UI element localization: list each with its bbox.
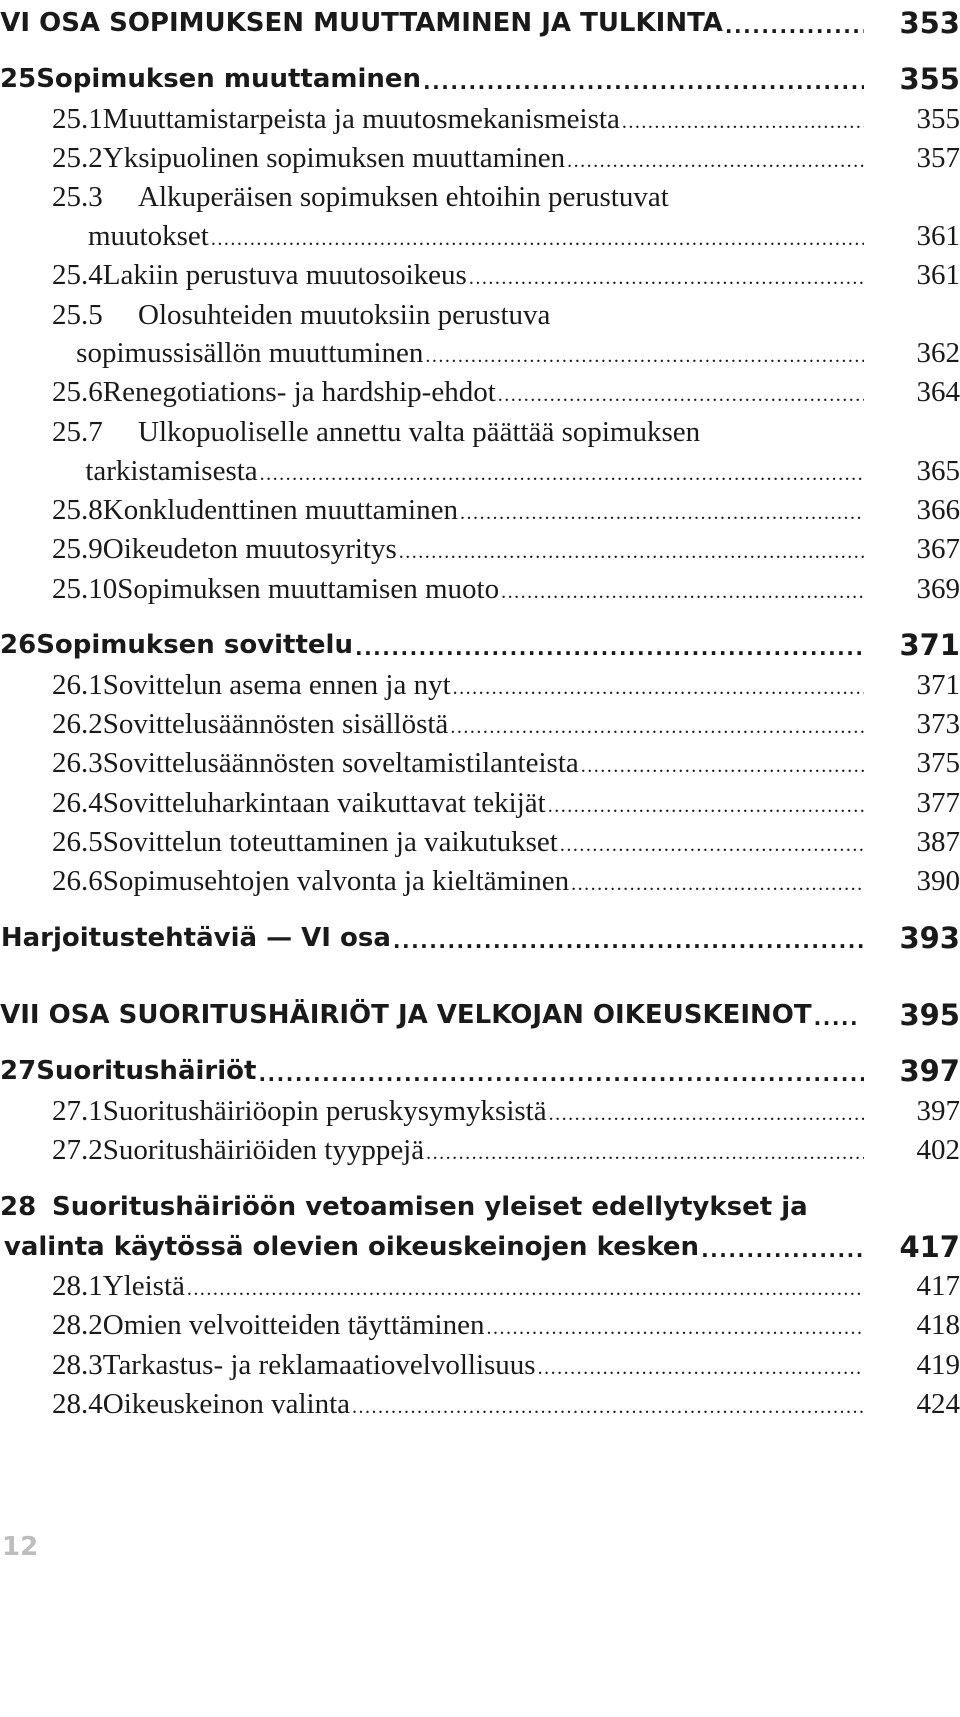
toc-page-number: 357 bbox=[916, 142, 960, 174]
toc-page-number: 417 bbox=[916, 1270, 960, 1302]
toc-section-entry[interactable] bbox=[0, 740, 960, 780]
toc-leader-dots bbox=[453, 674, 864, 702]
toc-leader-dots bbox=[393, 927, 864, 955]
toc-leader-dots bbox=[560, 831, 864, 859]
toc-part-entry[interactable] bbox=[0, 0, 960, 40]
toc-section-entry[interactable] bbox=[0, 1127, 960, 1167]
toc-entry-number: 25.10 bbox=[52, 573, 118, 605]
toc-section-entry[interactable] bbox=[0, 487, 960, 527]
toc-section-entry[interactable] bbox=[0, 135, 960, 175]
toc-leader-dots bbox=[538, 1354, 864, 1382]
toc-entry-title: Konkludenttinen muuttaminen bbox=[102, 494, 458, 526]
toc-section-entry[interactable] bbox=[0, 409, 960, 449]
toc-entry-title: Harjoitustehtäviä — VI osa bbox=[0, 923, 391, 953]
toc-page-number: 355 bbox=[899, 62, 960, 96]
toc-leader-dots bbox=[211, 225, 864, 253]
toc-leader-dots bbox=[426, 1139, 864, 1167]
toc-part-entry[interactable] bbox=[0, 915, 960, 955]
toc-section-entry[interactable] bbox=[0, 780, 960, 820]
toc-chapter-entry[interactable] bbox=[0, 1048, 960, 1088]
toc-entry-number: 25.3 bbox=[52, 181, 103, 213]
toc-entry-number: 25.1 bbox=[52, 103, 103, 135]
toc-leader-dots bbox=[549, 1100, 864, 1128]
toc-entry-title: Muuttamistarpeista ja muutosmekanismeista bbox=[102, 103, 620, 135]
toc-entry-title: valinta käytössä olevien oikeuskeinojen kesken bbox=[3, 1232, 700, 1262]
toc-page-number: 373 bbox=[916, 708, 960, 740]
toc-page-number: 390 bbox=[916, 865, 960, 897]
toc-entry-title: VII OSA SUORITUSHÄIRIÖT JA VELKOJAN OIKEUSKEINOT bbox=[0, 1000, 812, 1030]
toc-entry-title: Sovitteluharkintaan vaikuttavat tekijät bbox=[102, 787, 546, 819]
toc-page-number: 361 bbox=[916, 259, 960, 291]
toc-entry-title: Sopimuksen muuttamisen muoto bbox=[117, 573, 500, 605]
toc-entry-number: 25.4 bbox=[52, 259, 103, 291]
toc-section-entry[interactable] bbox=[0, 96, 960, 136]
toc-leader-dots bbox=[258, 1060, 864, 1088]
toc-page-number: 402 bbox=[916, 1134, 960, 1166]
toc-leader-dots bbox=[725, 12, 864, 40]
toc-page-number: 418 bbox=[916, 1309, 960, 1341]
toc-page-number: 393 bbox=[899, 921, 960, 955]
toc-page-number: 397 bbox=[899, 1054, 960, 1088]
toc-entry-title: Omien velvoitteiden täyttäminen bbox=[102, 1309, 485, 1341]
toc-entry-number: 28 bbox=[0, 1192, 37, 1222]
toc-leader-dots bbox=[187, 1275, 864, 1303]
toc-section-entry[interactable] bbox=[0, 1263, 960, 1303]
toc-entry-title: VI OSA SOPIMUKSEN MUUTTAMINEN JA TULKINTA bbox=[0, 8, 723, 38]
toc-page-number: 395 bbox=[899, 998, 960, 1032]
toc-section-entry[interactable] bbox=[0, 526, 960, 566]
toc-leader-dots bbox=[423, 68, 864, 96]
toc-section-entry[interactable] bbox=[0, 369, 960, 409]
toc-entry-title: Oikeudeton muutosyritys bbox=[102, 533, 397, 565]
toc-page-number: 377 bbox=[916, 787, 960, 819]
toc-chapter-entry[interactable] bbox=[0, 1224, 960, 1264]
toc-entry-title: Sopimuksen sovittelu bbox=[36, 630, 353, 660]
toc-leader-dots bbox=[567, 147, 864, 175]
toc-page-number: 417 bbox=[899, 1230, 960, 1264]
toc-section-entry[interactable] bbox=[0, 819, 960, 859]
toc-entry-title: Sovittelusäännösten soveltamistilanteista bbox=[102, 747, 579, 779]
toc-leader-dots bbox=[260, 460, 864, 488]
toc-section-entry[interactable] bbox=[0, 330, 960, 370]
toc-section-entry[interactable] bbox=[0, 858, 960, 898]
toc-page-number: 364 bbox=[916, 376, 960, 408]
toc-entry-title: Sovittelun asema ennen ja nyt bbox=[102, 669, 451, 701]
toc-entry-title: Sovittelun toteuttaminen ja vaikutukset bbox=[102, 826, 558, 858]
toc-entry-number: 26.5 bbox=[52, 826, 103, 858]
toc-page-number: 361 bbox=[916, 220, 960, 252]
toc-entry-number: 26 bbox=[0, 630, 37, 660]
toc-entry-number: 26.1 bbox=[52, 669, 103, 701]
toc-section-entry[interactable] bbox=[0, 1342, 960, 1382]
toc-page-number: 419 bbox=[916, 1349, 960, 1381]
toc-chapter-entry[interactable] bbox=[0, 56, 960, 96]
toc-entry-title: Sopimusehtojen valvonta ja kieltäminen bbox=[102, 865, 570, 897]
toc-page-number: 371 bbox=[916, 669, 960, 701]
toc-leader-dots bbox=[450, 713, 864, 741]
toc-entry-number: 28.3 bbox=[52, 1349, 103, 1381]
toc-page-number: 375 bbox=[916, 747, 960, 779]
toc-entry-number: 27.1 bbox=[52, 1095, 103, 1127]
toc-leader-dots bbox=[622, 108, 864, 136]
toc-leader-dots bbox=[460, 499, 864, 527]
toc-leader-dots bbox=[581, 752, 864, 780]
toc-entry-title: Suoritushäiriöön vetoamisen yleiset edellytykset ja bbox=[52, 1192, 808, 1222]
toc-entry-title: sopimussisällön muuttuminen bbox=[76, 337, 424, 369]
toc-page-number: 424 bbox=[916, 1388, 960, 1420]
toc-section-entry[interactable] bbox=[0, 448, 960, 488]
toc-entry-number: 25.9 bbox=[52, 533, 103, 565]
toc-section-entry[interactable] bbox=[0, 174, 960, 214]
toc-section-entry[interactable] bbox=[0, 213, 960, 253]
toc-leader-dots bbox=[399, 538, 864, 566]
toc-entry-number: 26.2 bbox=[52, 708, 103, 740]
toc-entry-number: 25.8 bbox=[52, 494, 103, 526]
toc-entry-number: 27.2 bbox=[52, 1134, 103, 1166]
toc-section-entry[interactable] bbox=[0, 252, 960, 292]
toc-page-number: 397 bbox=[916, 1095, 960, 1127]
toc-entry-number: 25.2 bbox=[52, 142, 103, 174]
toc-chapter-entry[interactable] bbox=[0, 1184, 960, 1224]
toc-entry-title: Sovittelusäännösten sisällöstä bbox=[102, 708, 449, 740]
toc-page-number: 387 bbox=[916, 826, 960, 858]
toc-entry-number: 26.6 bbox=[52, 865, 103, 897]
toc-page-number: 371 bbox=[899, 628, 960, 662]
toc-page-number: 366 bbox=[916, 494, 960, 526]
toc-entry-number: 28.1 bbox=[52, 1270, 103, 1302]
toc-section-entry[interactable] bbox=[0, 662, 960, 702]
toc-page-number: 362 bbox=[916, 337, 960, 369]
toc-entry-title: Renegotiations- ja hardship-ehdot bbox=[102, 376, 496, 408]
page-number: 12 bbox=[2, 1532, 39, 1562]
toc-entry-title: Ulkopuoliselle annettu valta päättää sopimuksen bbox=[138, 416, 701, 448]
toc-leader-dots bbox=[425, 342, 864, 370]
toc-leader-dots bbox=[355, 634, 864, 662]
toc-section-entry[interactable] bbox=[0, 1381, 960, 1421]
toc-entry-title: Yleistä bbox=[102, 1270, 185, 1302]
toc-entry-title: Tarkastus- ja reklamaatiovelvollisuus bbox=[102, 1349, 536, 1381]
toc-entry-title: Lakiin perustuva muutosoikeus bbox=[102, 259, 467, 291]
toc-entry-number: 26.3 bbox=[52, 747, 103, 779]
toc-page-number: 365 bbox=[916, 455, 960, 487]
toc-entry-number: 25.6 bbox=[52, 376, 103, 408]
toc-entry-title: Sopimuksen muuttaminen bbox=[36, 64, 422, 94]
toc-entry-title: Suoritushäiriöt bbox=[36, 1056, 257, 1086]
toc-leader-dots bbox=[814, 1004, 859, 1032]
toc-entry-number: 27 bbox=[0, 1056, 37, 1086]
toc-entry-title: Yksipuolinen sopimuksen muuttaminen bbox=[102, 142, 566, 174]
toc-part-entry[interactable] bbox=[0, 992, 960, 1032]
toc-leader-dots bbox=[571, 870, 864, 898]
toc-entry-title: Oikeuskeinon valinta bbox=[102, 1388, 351, 1420]
toc-leader-dots bbox=[701, 1236, 864, 1264]
toc-entry-number: 28.2 bbox=[52, 1309, 103, 1341]
toc-leader-dots bbox=[501, 578, 864, 606]
toc-leader-dots bbox=[486, 1314, 864, 1342]
toc-entry-title: tarkistamisesta bbox=[85, 455, 258, 487]
toc-section-entry[interactable] bbox=[0, 292, 960, 332]
toc-entry-title: Olosuhteiden muutoksiin perustuva bbox=[138, 299, 551, 331]
toc-section-entry[interactable] bbox=[0, 1302, 960, 1342]
toc-section-entry[interactable] bbox=[0, 1088, 960, 1128]
toc-page-number: 353 bbox=[899, 6, 960, 40]
toc-page-number: 367 bbox=[916, 533, 960, 565]
toc-entry-number: 28.4 bbox=[52, 1388, 103, 1420]
toc-leader-dots bbox=[548, 792, 864, 820]
toc-entry-number: 25.5 bbox=[52, 299, 103, 331]
toc-section-entry[interactable] bbox=[0, 701, 960, 741]
toc-leader-dots bbox=[352, 1393, 864, 1421]
toc-entry-title: muutokset bbox=[88, 220, 209, 252]
toc-entry-number: 25 bbox=[0, 64, 37, 94]
toc-chapter-entry[interactable] bbox=[0, 622, 960, 662]
toc-entry-title: Suoritushäiriöopin peruskysymyksistä bbox=[102, 1095, 547, 1127]
toc-leader-dots bbox=[469, 264, 864, 292]
toc-entry-number: 25.7 bbox=[52, 416, 103, 448]
toc-entry-title: Suoritushäiriöiden tyyppejä bbox=[102, 1134, 425, 1166]
toc-page-number: 355 bbox=[916, 103, 960, 135]
toc-page-number: 369 bbox=[916, 573, 960, 605]
toc-section-entry[interactable] bbox=[0, 566, 960, 606]
toc-leader-dots bbox=[498, 381, 864, 409]
toc-entry-number: 26.4 bbox=[52, 787, 103, 819]
toc-entry-title: Alkuperäisen sopimuksen ehtoihin perustuvat bbox=[138, 181, 669, 213]
